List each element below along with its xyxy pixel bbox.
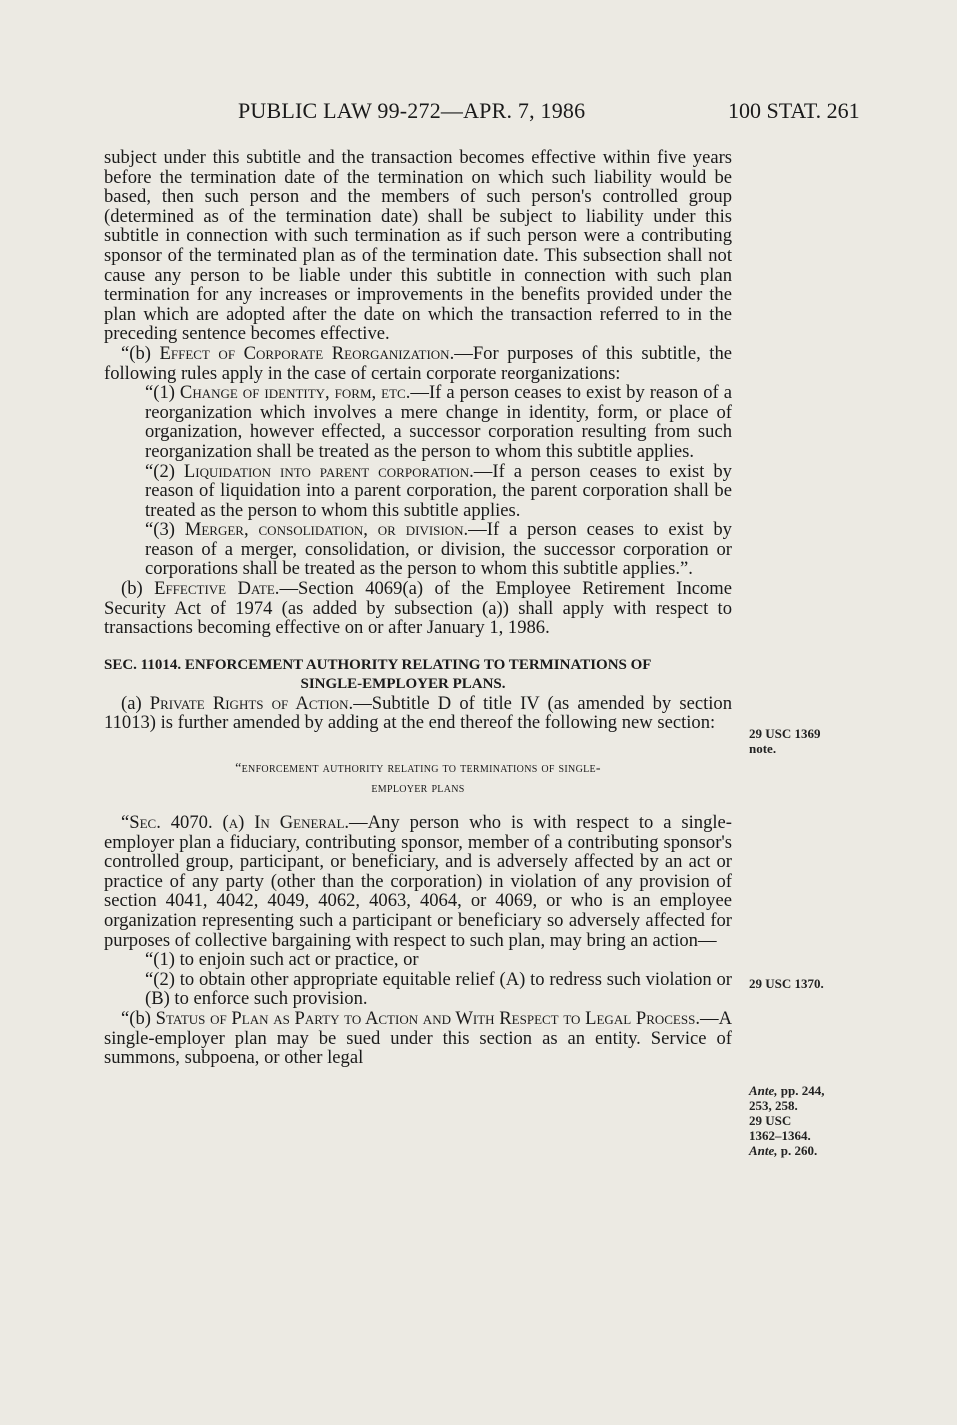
paragraph-heading: In General	[254, 812, 345, 834]
margin-note-1370: 29 USC 1370.	[749, 976, 824, 991]
document-body	[104, 148, 732, 1068]
page-number: 100 STAT. 261	[728, 98, 860, 123]
page-header	[0, 98, 957, 134]
centered-section-title: “enforcement authority relating to terminations of single- employer plans	[235, 761, 601, 797]
paragraph-heading: Effective Date	[154, 578, 275, 600]
paragraph-effective-date: (b) Effective Date.—Section 4069(a) of the Employee Retirement Income Security Act of 1974 (as added by subsection (a)) shall apply with respect to transactions becoming effective on or after January 1, 1986.	[104, 578, 733, 639]
list-item: “(2) to obtain other appropriate equitable relief (A) to redress such violation or (B) to enforce such provision.	[145, 968, 732, 1010]
paragraph-b-corporate-reorganization: “(b) Effect of Corporate Reorganization.—For purposes of this subtitle, the following rules apply in the case of certain corporate reorganizations:	[104, 342, 732, 384]
running-title: PUBLIC LAW 99-272—APR. 7, 1986	[238, 98, 586, 123]
paragraph-heading: Private Rights of Action	[149, 692, 349, 714]
paragraph-b2: “(2) Liquidation into parent corporation.—If a person ceases to exist by reason of liquidation into a parent corporation, the parent corporation shall be treated as the person to whom this subtitle applies.	[145, 460, 732, 521]
paragraph-sec-4070-a: “Sec. 4070. (a) In General.—Any person who is with respect to a single-employer plan a fiduciary, contributing sponsor, member of a contributing sponsor's controlled group, participant, or beneficiary, and is adversely affected by an act or practice of any party (other than the corporation) in violation of any provision of section 4041, 4042, 4049, 4062, 4063, 4064, or 4069, or who is an employee organization representing such a participant or beneficiary so adversely affected for purposes of collective bargaining with respect to such plan, may bring an action—	[104, 812, 732, 951]
paragraph-heading: Status of Plan as Party to Action and With Respect to Legal Process	[155, 1007, 696, 1029]
paragraph-heading: Effect of Corporate Reorganization	[159, 342, 450, 364]
paragraph-a-private-rights: (a) Private Rights of Action.—Subtitle D of title IV (as amended by section 11013) is further amended by adding at the end thereof the following new section:	[104, 692, 732, 734]
paragraph-heading: Change of identity, form, etc.	[179, 382, 411, 404]
margin-note-ante: Ante, pp. 244, 253, 258. 29 USC 1362–1364. Ante, p. 260.	[749, 1083, 825, 1158]
paragraph-heading: Liquidation into parent corporation.	[183, 460, 474, 482]
list-item: “(1) to enjoin such act or practice, or	[145, 949, 419, 971]
section-heading: SEC. 11014. ENFORCEMENT AUTHORITY RELATING TO TERMINATIONS OF SINGLE-EMPLOYER PLANS.	[104, 656, 652, 692]
paragraph-b3: “(3) Merger, consolidation, or division.—If a person ceases to exist by reason of a merger, consolidation, or division, the successor corporation or corporations shall be treated as the person to whom this subtitle applies.”.	[145, 519, 732, 580]
paragraph-continuation: subject under this subtitle and the transaction becomes effective within five years before the termination date of the termination on which such liability would be based, then such person and the members of such person's controlled group (determined as of the termination date) shall be subject to liability under this subtitle in connection with such termination as if such person were a contributing sponsor of the terminated plan as of the termination date. This subsection shall not cause any person to be liable under this subtitle in connection with such plan termination for any increases or improvements in the benefits provided under the plan which are adopted after the date on which the transaction referred to in the preceding sentence becomes effective.	[104, 147, 732, 345]
margin-note-1369: 29 USC 1369 note.	[749, 726, 821, 756]
paragraph-sec-4070-b: “(b) Status of Plan as Party to Action and With Respect to Legal Process.—A single-employer plan may be sued under this section as an entity. Service of summons, subpoena, or other legal	[104, 1007, 732, 1069]
paragraph-b1: “(1) Change of identity, form, etc.—If a person ceases to exist by reason of a reorganization which involves a mere change in identity, form, or place of organization, however effected, a successor corporation resulting from such reorganization shall be treated as the person to whom this subtitle applies.	[145, 382, 732, 462]
paragraph-heading: Merger, consolidation, or division.	[184, 519, 469, 541]
